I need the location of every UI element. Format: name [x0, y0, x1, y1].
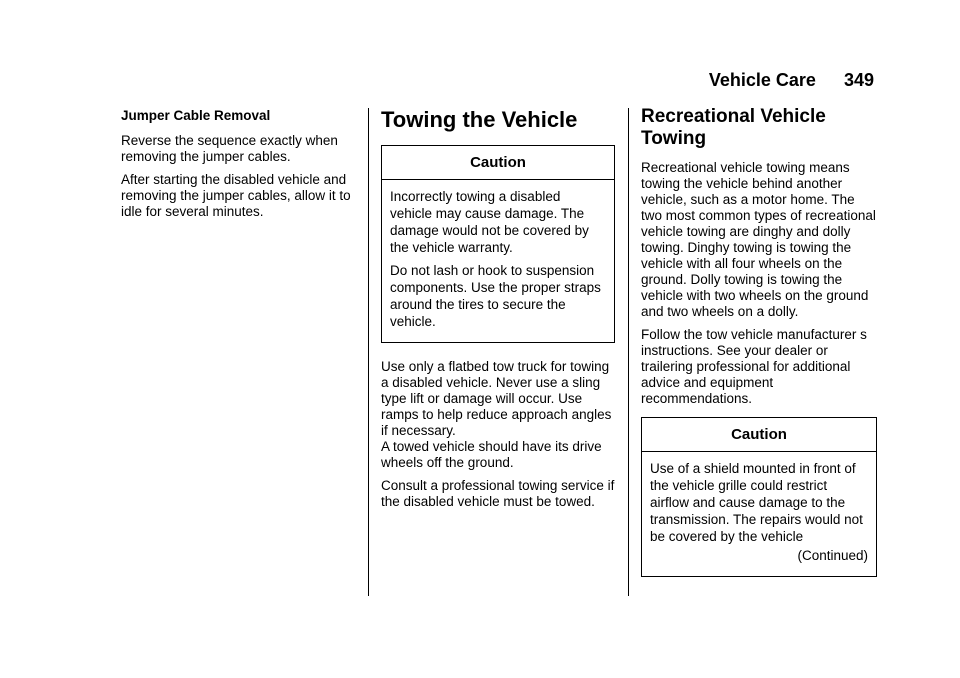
caution-paragraph: Use of a shield mounted in front of the vehicle grille could restrict airflow and cause damage to the transmission. The repairs would not be covered by the vehicle: [650, 461, 863, 544]
caution-title: Caution: [382, 146, 614, 180]
caution-body: [382, 180, 614, 342]
body-paragraph: Consult a professional towing service if the disabled vehicle must be towed.: [381, 478, 615, 509]
continued-label: (Continued): [797, 548, 868, 563]
caution-box: [641, 417, 877, 577]
body-paragraph: Reverse the sequence exactly when removing the jumper cables.: [121, 133, 338, 164]
caution-title: Caution: [642, 418, 876, 452]
column-divider-right: [628, 108, 629, 596]
body-paragraph: A towed vehicle should have its drive wheels off the ground.: [381, 439, 602, 470]
column-left: [121, 108, 357, 227]
body-paragraph: After starting the disabled vehicle and removing the jumper cables, allow it to idle for several minutes.: [121, 172, 351, 219]
column-right: [641, 108, 877, 593]
page-header: [709, 70, 874, 91]
column-divider-left: [368, 108, 369, 596]
section-title: Vehicle Care: [708, 70, 816, 90]
towing-heading: Towing the Vehicle: [381, 107, 578, 132]
caution-body: [642, 452, 876, 576]
caution-paragraph: Do not lash or hook to suspension components. Use the proper straps around the tires to secure the vehicle.: [390, 263, 601, 329]
column-middle: [381, 108, 615, 517]
caution-box: [381, 145, 615, 343]
body-paragraph: Use only a flatbed tow truck for towing a disabled vehicle. Never use a sling type lift or damage will occur. Use ramps to help reduce approach angles if necessary.: [381, 359, 612, 438]
jumper-cable-removal-heading: Jumper Cable Removal: [121, 108, 271, 123]
recreational-towing-heading: Recreational Vehicle Towing: [641, 106, 826, 149]
page-number: 349: [843, 70, 874, 90]
caution-paragraph: Incorrectly towing a disabled vehicle may cause damage. The damage would not be covered by the vehicle warranty.: [390, 189, 589, 255]
body-paragraph: Follow the tow vehicle manufacturer s instructions. See your dealer or trailering professional for additional advice and equipment recommendations.: [641, 327, 867, 406]
body-paragraph: Recreational vehicle towing means towing the vehicle behind another vehicle, such as a motor home. The two most common types of recreational vehicle towing are dinghy and dolly towing. Dinghy towing is towing the vehicle with all four wheels on the ground. Dolly towing is towing the vehicle with two wheels on the ground and two wheels on a dolly.: [641, 160, 876, 319]
